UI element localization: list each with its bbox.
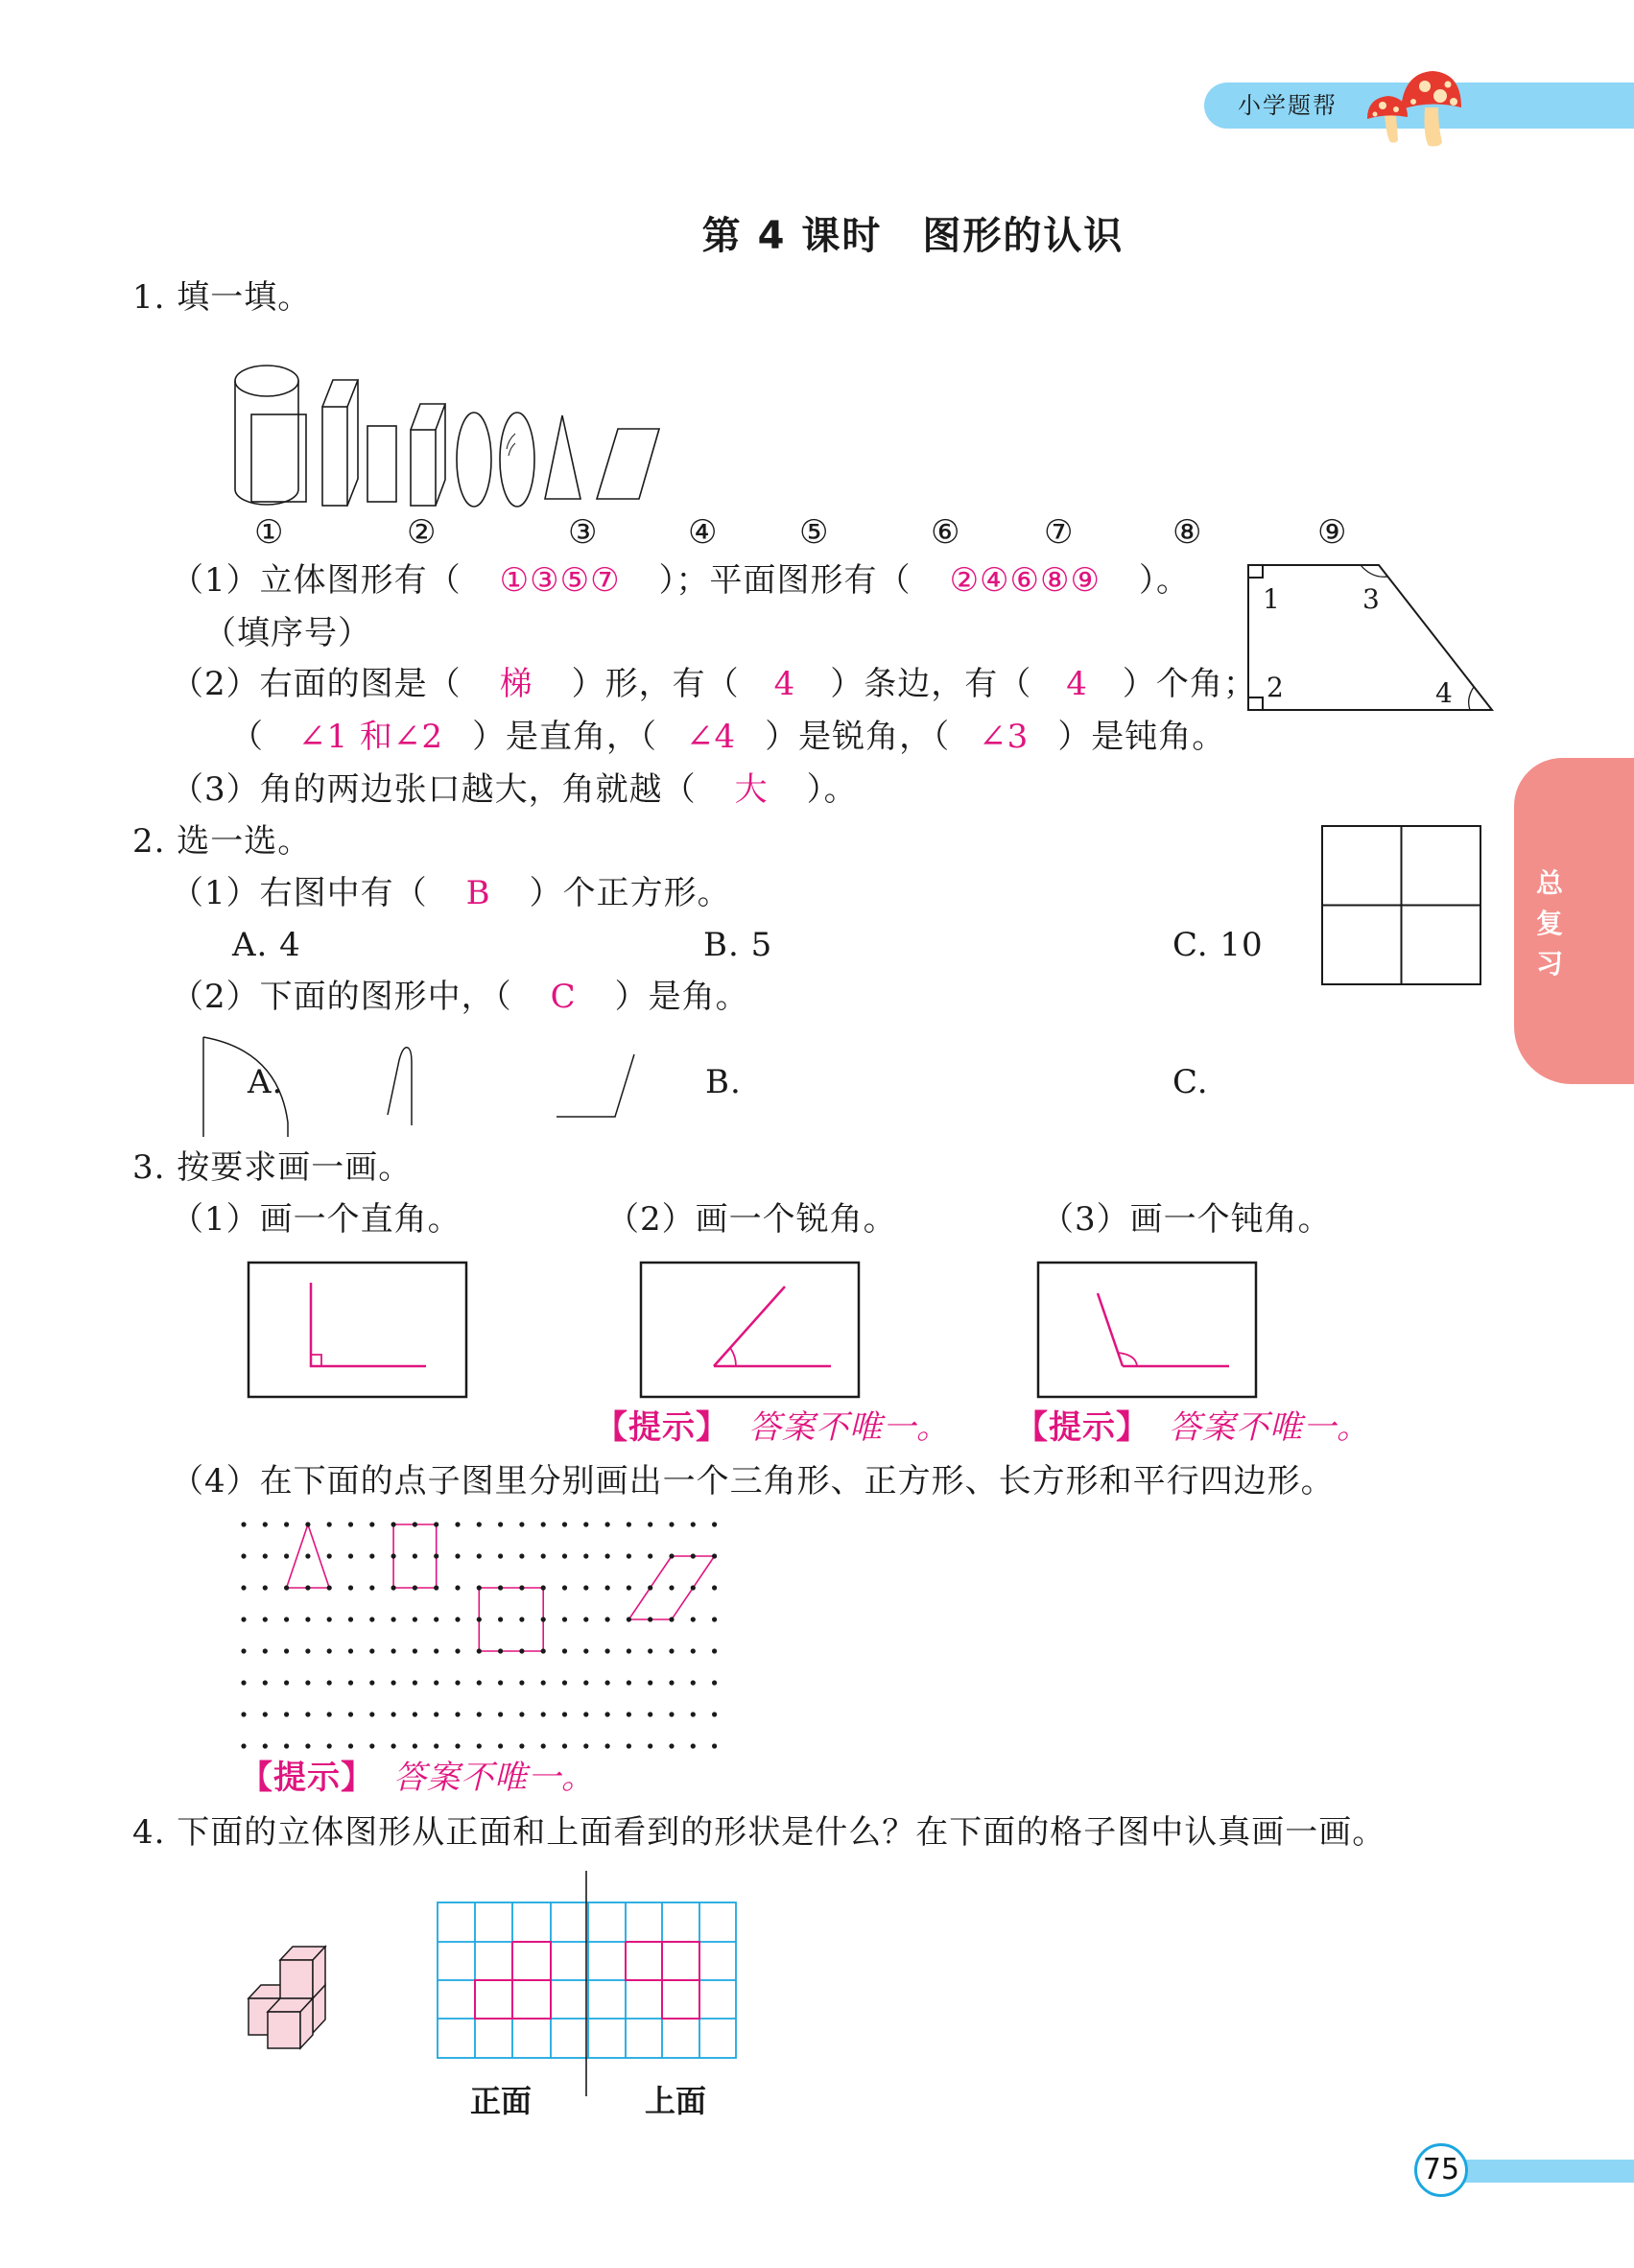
q2-p2-suffix: ）是角。: [614, 978, 749, 1016]
q1-p1-prefix: （1）立体图形有（: [171, 561, 462, 600]
q1-p2-answer-obtuse: ∠3: [979, 718, 1030, 756]
page-title: 第 4 课时 图形的认识: [701, 214, 1125, 258]
acute-angle-drawing: [714, 1287, 831, 1366]
q2-p1-option-b: B. 5: [703, 926, 773, 964]
q2-p1-option-c: C. 10: [1172, 926, 1264, 964]
top-view-answer: [626, 1942, 699, 2019]
q2-p1-answer: B: [465, 874, 491, 912]
hint-text: 答案不唯一。: [748, 1408, 950, 1447]
front-view-answer: [475, 1942, 551, 2019]
q3-hint-3: [1015, 1408, 1370, 1447]
q3-task-1: （1）画一个直角。: [171, 1200, 462, 1239]
q2-p2-prefix: （2）下面的图形中，（: [171, 978, 512, 1016]
shape-label-4: ④: [688, 513, 719, 552]
q1-p2-line2-prefix: （: [230, 718, 264, 756]
brand-label: 小学题帮: [1238, 92, 1338, 119]
q1-p3-prefix: （3）角的两边张口越大，角就越（: [171, 770, 697, 809]
q1-p1-suffix: ）。: [1138, 561, 1190, 600]
shape-label-2: ②: [407, 513, 438, 552]
q2-heading: 2. 选一选。: [132, 822, 312, 861]
shape-label-1: ①: [254, 513, 285, 552]
q1-p2-line2-mid1: ）是直角，（: [472, 718, 658, 756]
q1-p2-mid1: ）形，有（: [571, 665, 740, 703]
q1-p2-suffix: ）个角；: [1122, 665, 1257, 703]
page-number: 75: [1414, 2143, 1468, 2197]
q2-p1-suffix: ）个正方形。: [529, 874, 731, 912]
shape-label-5: ⑤: [799, 513, 830, 552]
view-grid: [422, 1871, 739, 2091]
q2-p2-option-a: A.: [248, 1063, 284, 1101]
q2-p1-prefix: （1）右图中有（: [171, 874, 428, 912]
q3-p4-hint: [240, 1759, 595, 1797]
angle-label-1: 1: [1263, 583, 1280, 615]
shape-label-8: ⑧: [1172, 513, 1203, 552]
q3-p4: （4）在下面的点子图里分别画出一个三角形、正方形、长方形和平行四边形。: [171, 1462, 1335, 1500]
q1-p2-answer-sides: 4: [773, 665, 796, 703]
shape-label-3: ③: [568, 513, 599, 552]
q1-p2-answer-angles: 4: [1066, 665, 1088, 703]
q1-p3-answer: 大: [734, 770, 769, 809]
q2-p2-option-c: C.: [1172, 1063, 1209, 1101]
q1-p2-answer-acute: ∠4: [686, 718, 737, 756]
angle-label-2: 2: [1267, 672, 1284, 703]
obtuse-angle-drawing: [1098, 1293, 1229, 1366]
side-tab-label: 总复习: [1535, 867, 1563, 980]
page-number-bar: [1439, 2160, 1634, 2183]
q2-p2-option-b: B.: [705, 1063, 742, 1101]
q2-p1-option-a: A. 4: [232, 926, 301, 964]
hint-label: 【提示】: [240, 1759, 374, 1797]
top-view-label: 上面: [645, 2083, 707, 2119]
q1-p3-suffix: ）。: [806, 770, 858, 809]
cube-stack-figure: [245, 1942, 341, 2047]
q1-p2-mid2: ）条边，有（: [830, 665, 1032, 703]
front-view-label: 正面: [470, 2083, 533, 2119]
q1-p2-line2-suffix: ）是钝角。: [1057, 718, 1226, 756]
q2-p2-answer: C: [550, 978, 577, 1016]
q3-task-2: （2）画一个锐角。: [606, 1200, 897, 1239]
angle-label-4: 4: [1435, 677, 1453, 709]
q1-p1-answer2: ②④⑥⑧⑨: [949, 561, 1101, 600]
q3-heading: 3. 按要求画一画。: [132, 1148, 413, 1187]
q1-p1-answer1: ①③⑤⑦: [499, 561, 621, 600]
shape-label-6: ⑥: [931, 513, 961, 552]
hint-label: 【提示】: [1015, 1408, 1149, 1447]
q1-p2-prefix: （2）右面的图是（: [171, 665, 462, 703]
q1-p1-middle: ）；平面图形有（: [658, 561, 912, 600]
angle-label-3: 3: [1362, 583, 1380, 615]
shape-label-9: ⑨: [1317, 513, 1348, 552]
q4-heading: 4. 下面的立体图形从正面和上面看到的形状是什么？在下面的格子图中认真画一画。: [132, 1813, 1386, 1852]
q3-hint-2: [595, 1408, 950, 1447]
q1-p1-note: （填序号）: [203, 614, 371, 652]
q1-heading: 1. 填一填。: [132, 278, 312, 317]
dot-grid: [230, 1497, 729, 1756]
q1-p2-answer-shape: 梯: [499, 665, 533, 703]
q1-p2-line2-mid2: ）是锐角，（: [765, 718, 951, 756]
q1-p2-answer-right: ∠1 和∠2: [298, 718, 444, 756]
drawn-shape: [479, 1588, 543, 1651]
q3-task-3: （3）画一个钝角。: [1041, 1200, 1332, 1239]
hint-text: 答案不唯一。: [1169, 1408, 1370, 1447]
hint-label: 【提示】: [595, 1408, 729, 1447]
hint-text: 答案不唯一。: [393, 1759, 595, 1797]
shape-label-7: ⑦: [1044, 513, 1075, 552]
right-angle-drawing: [311, 1283, 426, 1366]
